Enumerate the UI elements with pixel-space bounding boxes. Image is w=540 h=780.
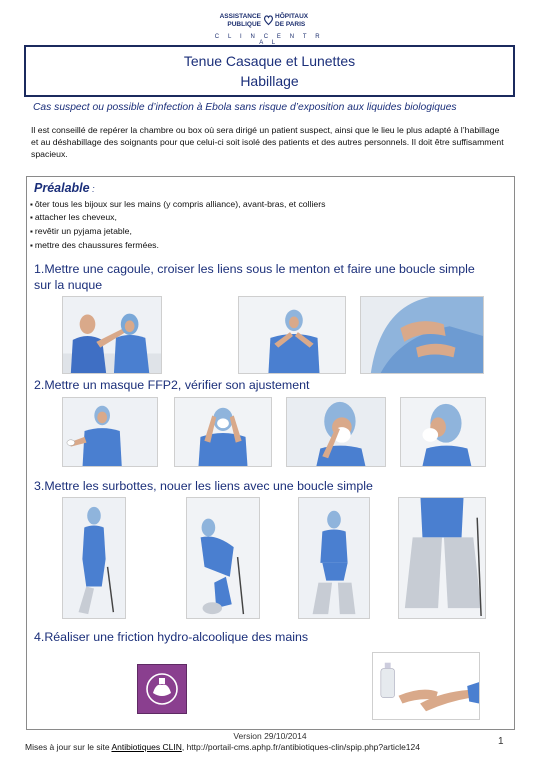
logo-text: ASSISTANCE [219,13,261,20]
photo-step2-placing-mask [174,397,272,467]
step-4-title: 4.Réaliser une friction hydro-alcoolique des mains [34,630,309,644]
photo-step2-adjusting-nose [286,397,386,467]
footer-update-line [25,742,420,752]
title-box [24,45,515,97]
prealable-colon: : [89,184,95,194]
intro-paragraph: Il est conseillé de repérer la chambre ou box où sera dirigé un patient suspect, ainsi que le lieu le plus adapté à l’habillage et au déshabillage des soignants pour que celui-ci soit isolé des patients et des autres personnels. Il doit être suffisamment spacieux. [31,125,504,159]
page-title: Tenue Casaque et Lunettes [183,53,356,69]
aphp-logo [213,13,325,46]
photo-step1-knot-closeup [360,296,484,374]
photo-step3-sitting-overshoe [62,497,126,619]
logo-text: HÔPITAUX [275,13,309,20]
photo-step3-overshoes-closeup [398,497,486,619]
step-2-title: 2.Mettre un masque FFP2, vérifier son ajustement [34,378,310,392]
footer-prefix: Mises à jour sur le site [25,742,112,752]
logo-text: PUBLIQUE [227,21,261,28]
prealable-item: ▪ mettre des chaussures fermées. [30,240,159,250]
photo-step3-overshoes-on [298,497,370,619]
step-1-title: 1.Mettre une cagoule, croiser les liens sous le menton et faire une boucle simple [34,262,475,276]
case-subtitle: Cas suspect ou possible d’infection à Ebola sans risque d’exposition aux liquides biologiques [33,102,457,113]
page-number: 1 [498,736,504,747]
page-subtitle-title: Habillage [240,73,299,89]
version-text: Version 29/10/2014 [233,731,307,741]
photo-step4-hand-rub [372,652,480,720]
photo-step1-tying-hood [62,296,162,374]
heart-logo-icon [264,14,273,26]
logo-text: DE PARIS [275,21,306,28]
photo-step2-mask-profile [400,397,486,467]
prealable-item: ▪ ôter tous les bijoux sur les mains (y compris alliance), avant-bras, et colliers [30,199,326,209]
hand-rub-icon [137,664,187,714]
antibiotiques-clin-link[interactable]: Antibiotiques CLIN [111,742,182,752]
prealable-item: ▪ attacher les cheveux, [30,212,117,222]
logo-subtitle: C L I N C E N T R A L [214,34,324,46]
step-3-title: 3.Mettre les surbottes, nouer les liens avec une boucle simple [34,479,373,493]
photo-step2-holding-mask [62,397,158,467]
photo-step3-bending-overshoe [186,497,260,619]
photo-step1-tying-under-chin [238,296,346,374]
footer-url: , http://portail-cms.aphp.fr/antibiotiques-clin/spip.php?article124 [181,742,420,752]
step-1-title-cont: sur la nuque [34,278,103,292]
prealable-heading [34,181,95,195]
prealable-item: ▪ revêtir un pyjama jetable, [30,226,132,236]
prealable-label: Préalable [34,181,90,195]
